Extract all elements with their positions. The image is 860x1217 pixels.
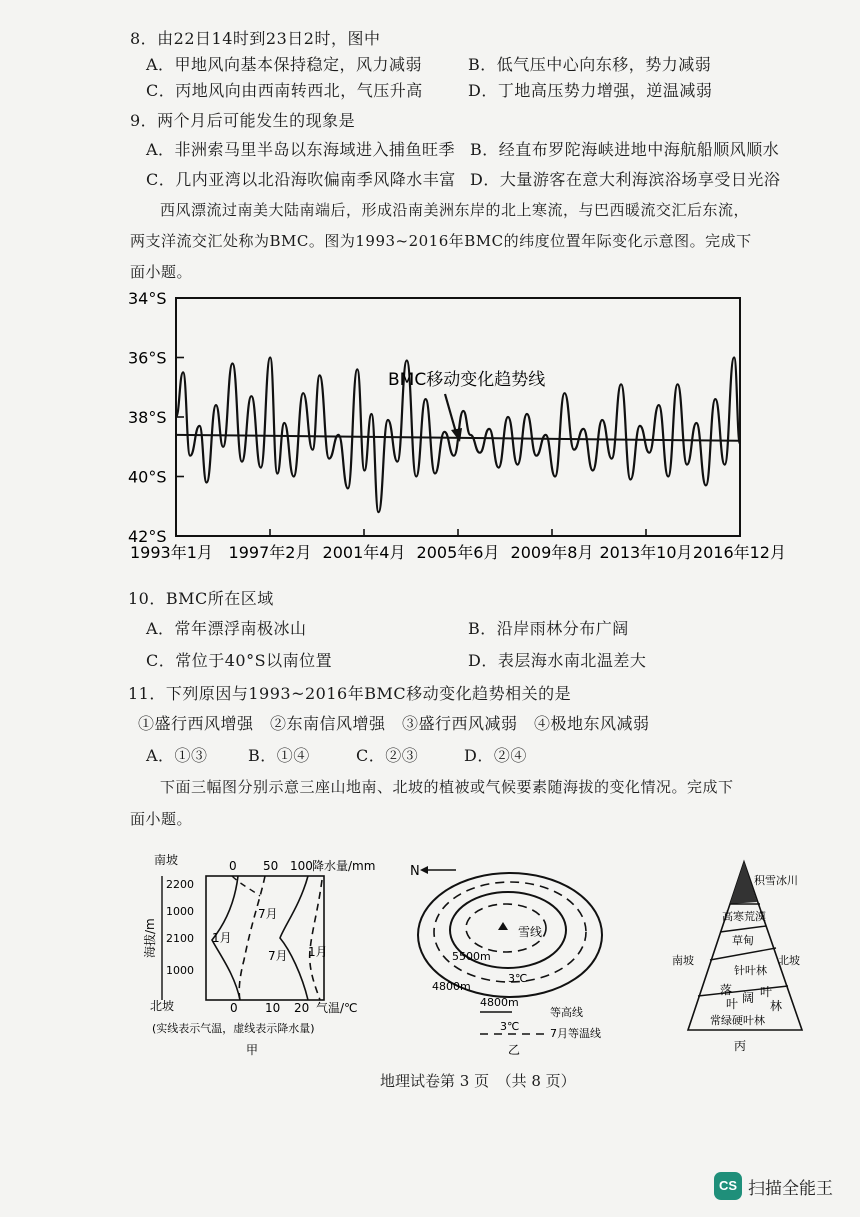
jia-north-label: 北坡 [150,999,175,1013]
passage2-line2: 面小题。 [130,810,193,828]
jia-top-tick-100: 100 [290,859,313,873]
q11-choices: ①盛行西风增强 ②东南信风增强 ③盛行西风减弱 ④极地东风减弱 [138,714,650,733]
yi-legend-isotherm-value: 3℃ [500,1020,520,1033]
bing-zone-deciduous-5: 林 [770,999,783,1013]
bing-boundary-2 [720,926,766,932]
y-tick-label: 40°S [128,467,167,487]
q11-option-b: B．①④ [248,746,310,765]
passage1-line2: 两支洋流交汇处称为BMC。图为1993~2016年BMC的纬度位置年际变化示意图。完成下 [130,232,752,250]
x-tick-label: 1993年1月 [130,543,213,562]
jia-y-tick-2: 1000 [166,905,194,918]
x-tick-label: 1997年2月 [228,543,312,562]
q9-option-a: A．非洲索马里半岛以东海域进入捕鱼旺季 [146,140,456,159]
yi-isotherm-3: 3℃ [508,972,528,985]
q8-option-b: B．低气压中心向东移，势力减弱 [468,55,712,74]
jia-top-tick-0: 0 [229,859,237,873]
figure-yi [400,850,630,1060]
page-footer: 地理试卷第 3 页 （共 8 页） [380,1072,576,1090]
bing-zone-desert: 高寒荒漠 [722,910,766,923]
jia-top-tick-50: 50 [263,859,279,873]
jia-label-jan-right: 1月 [308,945,328,959]
y-tick-label: 36°S [128,348,167,368]
jia-label-jan-left: 1月 [212,931,232,945]
passage2-line1: 下面三幅图分别示意三座山地南、北坡的植被或气候要素随海拔的变化情况。完成下 [160,778,734,796]
trend-annotation: BMC移动变化趋势线 [388,370,546,390]
bing-snow-cap [730,862,757,904]
q8-option-a: A．甲地风向基本保持稳定，风力减弱 [146,55,423,74]
q8-option-d: D．丁地高压势力增强，逆温减弱 [468,81,713,100]
jia-precip-jul [239,876,265,1000]
jia-temp-jul [280,876,308,1000]
jia-bottom-tick-20: 20 [294,1001,310,1015]
bing-zone-conifer: 针叶林 [734,964,767,977]
q10-option-d: D．表层海水南北温差大 [468,651,647,670]
jia-y-tick-4: 1000 [166,964,194,977]
jia-bottom-tick-0: 0 [230,1001,238,1015]
jia-note: (实线表示气温，虚线表示降水量) [152,1022,315,1035]
bing-zone-deciduous-1: 落 [720,983,733,997]
q9-option-c: C．几内亚湾以北沿海吹偏南季风降水丰富 [146,170,456,189]
bing-zone-snow: 积雪冰川 [754,874,798,887]
yi-north-label: N [410,864,420,879]
yi-legend-contour-label: 等高线 [550,1006,583,1019]
y-tick-label: 38°S [128,408,167,427]
yi-legend-isotherm-label: 7月等温线 [550,1027,601,1040]
q8-option-c: C．丙地风向由西南转西北，气压升高 [146,81,423,100]
jia-caption: 甲 [246,1043,259,1057]
jia-y-tick-3: 2100 [166,932,194,945]
jia-y-tick-1: 2200 [166,878,194,891]
jia-bottom-tick-10: 10 [265,1001,281,1015]
jia-temp-label: 气温/℃ [316,1001,358,1015]
bing-zone-sclerophyll: 常绿硬叶林 [710,1014,765,1027]
x-tick-label: 2013年10月 [599,543,693,562]
q11-stem: 11．下列原因与1993~2016年BMC移动变化趋势相关的是 [128,684,572,703]
camscanner-label: 扫描全能王 [748,1179,833,1199]
q11-option-d: D．②④ [464,746,527,765]
q10-option-b: B．沿岸雨林分布广阔 [468,619,629,638]
passage1-line1: 西风漂流过南美大陆南端后，形成沿南美洲东岸的北上寒流，与巴西暖流交汇后东流， [160,201,750,219]
yi-contour-5500: 5500m [452,950,491,963]
y-tick-label: 34°S [128,290,167,308]
q11-option-c: C．②③ [356,746,419,765]
jia-precip-label: 降水量/mm [312,859,376,873]
bing-zone-deciduous-3: 阔 [742,991,755,1005]
bing-boundary-3 [710,948,776,960]
q10-stem: 10．BMC所在区域 [128,589,274,608]
passage1-line3: 面小题。 [130,263,193,281]
yi-snowline-label: 雪线 [518,925,543,939]
y-tick-label: 42°S [128,527,167,546]
figure-bing [660,850,850,1060]
x-tick-label: 2001年4月 [322,543,406,562]
q10-option-a: A．常年漂浮南极冰山 [146,619,307,638]
q9-option-b: B．经直布罗陀海峡进地中海航船顺风顺水 [470,140,780,159]
yi-peak-icon [498,922,508,930]
camscanner-logo-icon: CS [714,1172,742,1200]
bing-south-label: 南坡 [672,954,694,967]
jia-south-label: 南坡 [154,853,179,867]
x-tick-label: 2005年6月 [416,543,500,562]
x-tick-label: 2009年8月 [510,543,594,562]
jia-precip-jan [310,880,322,1000]
jia-label-jul-bottom: 7月 [268,949,288,963]
yi-legend-contour-value: 4800m [480,996,519,1009]
bing-zone-meadow: 草甸 [732,934,754,947]
yi-caption: 乙 [508,1043,521,1057]
jia-label-jul-top: 7月 [258,907,278,921]
bmc-latitude-chart [110,290,800,575]
yi-north-arrowhead [420,866,428,874]
figure-jia [140,850,380,1065]
yi-contour-4800: 4800m [432,980,471,993]
q9-option-d: D．大量游客在意大利海滨浴场享受日光浴 [470,170,781,189]
q11-option-a: A．①③ [146,746,208,765]
bing-zone-deciduous-4: 叶 [760,985,773,999]
bing-zone-deciduous-2: 叶 [726,997,739,1011]
q9-stem: 9．两个月后可能发生的现象是 [130,111,356,130]
annotation-arrowhead [451,428,462,442]
x-tick-label: 2016年12月 [692,543,786,562]
bing-caption: 丙 [734,1039,747,1053]
jia-altitude-label: 海拔/m [143,918,157,958]
q8-stem: 8．由22日14时到23日2时，图中 [130,29,381,48]
q10-option-c: C．常位于40°S以南位置 [146,651,333,670]
bing-north-label: 北坡 [778,954,800,967]
